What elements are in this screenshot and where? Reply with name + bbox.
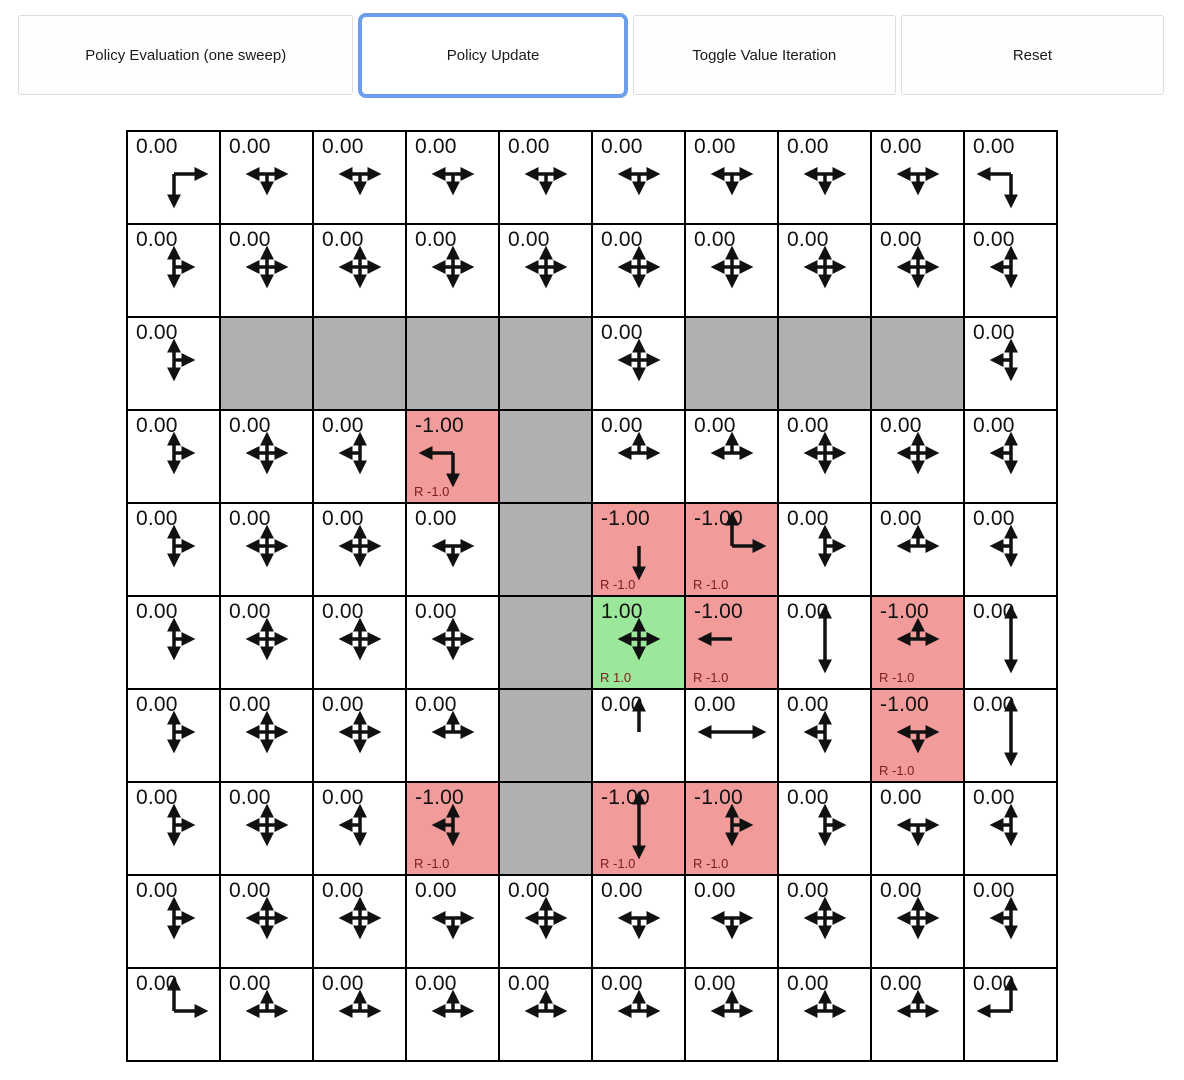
- grid-cell[interactable]: [500, 132, 591, 223]
- cell-value: 0.00: [136, 507, 178, 530]
- cell-value: 0.00: [508, 135, 550, 158]
- policy-arrows-icon: [886, 797, 950, 857]
- cell-value: 0.00: [973, 972, 1015, 995]
- grid-cell-wall[interactable]: [686, 318, 777, 409]
- policy-arrows-icon: [421, 425, 485, 485]
- policy-arrows-icon: [607, 611, 671, 671]
- cell-value: 0.00: [694, 693, 736, 716]
- cell-value: 0.00: [787, 972, 829, 995]
- toolbar: [18, 12, 1164, 98]
- policy-arrows-icon: [421, 518, 485, 578]
- cell-value: 0.00: [322, 972, 364, 995]
- cell-value: 0.00: [508, 228, 550, 251]
- grid-cell-wall[interactable]: [500, 504, 591, 595]
- cell-value: 0.00: [322, 879, 364, 902]
- grid-cell[interactable]: [779, 969, 870, 1060]
- grid-cell[interactable]: [686, 597, 777, 688]
- grid-cell[interactable]: [593, 969, 684, 1060]
- cell-value: 0.00: [415, 135, 457, 158]
- cell-value: 0.00: [136, 414, 178, 437]
- cell-value: -1.00: [694, 786, 743, 809]
- policy-arrows-icon: [607, 239, 671, 299]
- grid-cell[interactable]: [779, 690, 870, 781]
- cell-reward-label: R -1.0: [414, 856, 450, 871]
- grid-cell[interactable]: [779, 225, 870, 316]
- grid-cell[interactable]: [407, 411, 498, 502]
- cell-value: 0.00: [973, 507, 1015, 530]
- cell-reward-label: R -1.0: [879, 763, 915, 778]
- policy-arrows-icon: [514, 983, 578, 1043]
- cell-value: 0.00: [322, 228, 364, 251]
- reset-button[interactable]: Reset: [901, 15, 1164, 95]
- policy-arrows-icon: [328, 518, 392, 578]
- cell-value: 0.00: [415, 600, 457, 623]
- policy-arrows-icon: [886, 425, 950, 485]
- policy-arrows-icon: [142, 704, 206, 764]
- policy-arrows-icon: [886, 518, 950, 578]
- policy-arrows-icon: [979, 146, 1043, 206]
- cell-value: 0.00: [601, 228, 643, 251]
- policy-arrows-icon: [700, 983, 764, 1043]
- grid-cell[interactable]: [872, 411, 963, 502]
- cell-value: 0.00: [973, 321, 1015, 344]
- cell-value: 0.00: [601, 693, 643, 716]
- cell-reward-label: R -1.0: [693, 856, 729, 871]
- cell-value: 0.00: [973, 786, 1015, 809]
- grid-cell[interactable]: [965, 225, 1056, 316]
- grid-cell[interactable]: [965, 132, 1056, 223]
- policy-arrows-icon: [979, 704, 1043, 764]
- grid-cell[interactable]: [593, 318, 684, 409]
- policy-arrows-icon: [607, 518, 671, 578]
- grid-cell[interactable]: [779, 783, 870, 874]
- policy-arrows-icon: [607, 704, 671, 764]
- policy-arrows-icon: [514, 146, 578, 206]
- policy-arrows-icon: [793, 890, 857, 950]
- grid-cell-wall[interactable]: [407, 318, 498, 409]
- cell-value: 0.00: [136, 600, 178, 623]
- policy-arrows-icon: [421, 797, 485, 857]
- grid-cell[interactable]: [965, 783, 1056, 874]
- cell-value: -1.00: [694, 507, 743, 530]
- grid-cell-wall[interactable]: [779, 318, 870, 409]
- grid-cell[interactable]: [593, 876, 684, 967]
- policy-arrows-icon: [235, 983, 299, 1043]
- cell-value: 0.00: [787, 879, 829, 902]
- cell-value: 0.00: [229, 135, 271, 158]
- cell-reward-label: R -1.0: [600, 856, 636, 871]
- cell-value: 0.00: [229, 507, 271, 530]
- policy-arrows-icon: [142, 611, 206, 671]
- grid-cell[interactable]: [965, 597, 1056, 688]
- grid-cell[interactable]: [314, 783, 405, 874]
- cell-value: 0.00: [415, 693, 457, 716]
- policy-arrows-icon: [607, 890, 671, 950]
- policy-arrows-icon: [793, 983, 857, 1043]
- policy-arrows-icon: [235, 797, 299, 857]
- cell-value: 0.00: [973, 228, 1015, 251]
- policy-arrows-icon: [328, 797, 392, 857]
- grid-cell[interactable]: [407, 876, 498, 967]
- grid-cell[interactable]: [128, 597, 219, 688]
- policy-arrows-icon: [328, 425, 392, 485]
- cell-reward-label: R 1.0: [600, 670, 632, 685]
- cell-value: 0.00: [322, 507, 364, 530]
- policy-arrows-icon: [235, 239, 299, 299]
- cell-value: 0.00: [415, 507, 457, 530]
- policy-arrows-icon: [235, 890, 299, 950]
- grid-cell[interactable]: [872, 597, 963, 688]
- grid-cell[interactable]: [686, 783, 777, 874]
- grid-cell[interactable]: [407, 783, 498, 874]
- grid-cell[interactable]: [221, 597, 312, 688]
- policy-arrows-icon: [421, 983, 485, 1043]
- cell-value: 0.00: [508, 879, 550, 902]
- grid-cell[interactable]: [779, 504, 870, 595]
- grid-cell[interactable]: [872, 225, 963, 316]
- cell-value: 0.00: [229, 786, 271, 809]
- cell-value: 0.00: [136, 135, 178, 158]
- policy-arrows-icon: [142, 146, 206, 206]
- grid-cell[interactable]: [965, 318, 1056, 409]
- policy-arrows-icon: [607, 146, 671, 206]
- grid-cell[interactable]: [314, 969, 405, 1060]
- grid-cell[interactable]: [128, 504, 219, 595]
- policy-arrows-icon: [328, 239, 392, 299]
- cell-value: 0.00: [415, 228, 457, 251]
- policy-arrows-icon: [979, 518, 1043, 578]
- policy-arrows-icon: [328, 890, 392, 950]
- cell-reward-label: R -1.0: [600, 577, 636, 592]
- grid-cell[interactable]: [593, 597, 684, 688]
- grid-cell[interactable]: [314, 504, 405, 595]
- policy-arrows-icon: [700, 146, 764, 206]
- cell-value: 0.00: [787, 414, 829, 437]
- policy-arrows-icon: [142, 332, 206, 392]
- policy-arrows-icon: [793, 611, 857, 671]
- grid-cell[interactable]: [221, 783, 312, 874]
- cell-value: 0.00: [973, 600, 1015, 623]
- policy-arrows-icon: [607, 797, 671, 857]
- cell-value: -1.00: [601, 507, 650, 530]
- policy-arrows-icon: [793, 146, 857, 206]
- grid-cell[interactable]: [407, 597, 498, 688]
- grid-cell[interactable]: [686, 132, 777, 223]
- cell-value: 0.00: [508, 972, 550, 995]
- policy-arrows-icon: [421, 611, 485, 671]
- grid-cell[interactable]: [221, 969, 312, 1060]
- grid-cell[interactable]: [221, 504, 312, 595]
- grid-cell[interactable]: [686, 225, 777, 316]
- cell-value: 0.00: [973, 693, 1015, 716]
- policy-arrows-icon: [793, 704, 857, 764]
- policy-arrows-icon: [607, 983, 671, 1043]
- grid-cell[interactable]: [593, 225, 684, 316]
- cell-value: 0.00: [601, 972, 643, 995]
- grid-cell[interactable]: [686, 876, 777, 967]
- cell-value: 0.00: [136, 879, 178, 902]
- grid-cell[interactable]: [593, 690, 684, 781]
- cell-value: 0.00: [787, 693, 829, 716]
- policy-arrows-icon: [793, 518, 857, 578]
- grid-cell[interactable]: [314, 597, 405, 688]
- cell-reward-label: R -1.0: [414, 484, 450, 499]
- cell-value: 0.00: [880, 786, 922, 809]
- cell-value: 0.00: [694, 414, 736, 437]
- policy-arrows-icon: [421, 704, 485, 764]
- cell-value: 0.00: [136, 693, 178, 716]
- policy-arrows-icon: [793, 239, 857, 299]
- cell-value: 0.00: [973, 135, 1015, 158]
- grid-cell[interactable]: [779, 132, 870, 223]
- grid-cell-wall[interactable]: [500, 411, 591, 502]
- grid-cell[interactable]: [407, 504, 498, 595]
- cell-value: 0.00: [136, 786, 178, 809]
- cell-value: -1.00: [880, 600, 929, 623]
- policy-arrows-icon: [979, 611, 1043, 671]
- grid-cell[interactable]: [128, 225, 219, 316]
- policy-evaluation-button[interactable]: Policy Evaluation (one sweep): [18, 15, 353, 95]
- policy-arrows-icon: [235, 518, 299, 578]
- policy-arrows-icon: [235, 704, 299, 764]
- policy-arrows-icon: [700, 797, 764, 857]
- policy-arrows-icon: [328, 704, 392, 764]
- cell-reward-label: R -1.0: [879, 670, 915, 685]
- grid-cell[interactable]: [128, 969, 219, 1060]
- toggle-value-iteration-button[interactable]: Toggle Value Iteration: [633, 15, 896, 95]
- grid-cell-wall[interactable]: [500, 318, 591, 409]
- cell-value: 0.00: [136, 321, 178, 344]
- policy-arrows-icon: [142, 518, 206, 578]
- grid-cell-wall[interactable]: [872, 318, 963, 409]
- grid-cell[interactable]: [593, 132, 684, 223]
- grid-cell[interactable]: [314, 132, 405, 223]
- grid-cell[interactable]: [779, 597, 870, 688]
- policy-arrows-icon: [979, 890, 1043, 950]
- cell-value: -1.00: [694, 600, 743, 623]
- cell-value: 0.00: [787, 507, 829, 530]
- grid-cell-wall[interactable]: [314, 318, 405, 409]
- grid-cell[interactable]: [686, 969, 777, 1060]
- cell-value: 0.00: [229, 414, 271, 437]
- cell-value: 0.00: [136, 972, 178, 995]
- grid-cell[interactable]: [128, 318, 219, 409]
- cell-value: 0.00: [880, 228, 922, 251]
- cell-value: 0.00: [601, 879, 643, 902]
- cell-value: 0.00: [136, 228, 178, 251]
- grid-cell-wall[interactable]: [221, 318, 312, 409]
- policy-arrows-icon: [607, 332, 671, 392]
- grid-cell[interactable]: [872, 504, 963, 595]
- cell-value: 0.00: [322, 135, 364, 158]
- policy-arrows-icon: [700, 425, 764, 485]
- cell-value: 0.00: [601, 135, 643, 158]
- cell-value: 0.00: [415, 972, 457, 995]
- grid-cell[interactable]: [314, 411, 405, 502]
- policy-arrows-icon: [142, 425, 206, 485]
- grid-cell[interactable]: [221, 876, 312, 967]
- grid-cell[interactable]: [500, 225, 591, 316]
- policy-arrows-icon: [235, 425, 299, 485]
- grid-cell[interactable]: [593, 504, 684, 595]
- policy-arrows-icon: [979, 332, 1043, 392]
- policy-arrows-icon: [886, 704, 950, 764]
- cell-reward-label: R -1.0: [693, 670, 729, 685]
- policy-arrows-icon: [700, 611, 764, 671]
- grid-cell[interactable]: [221, 132, 312, 223]
- cell-value: 1.00: [601, 600, 643, 623]
- policy-arrows-icon: [979, 983, 1043, 1043]
- grid-cell[interactable]: [779, 876, 870, 967]
- cell-value: 0.00: [880, 414, 922, 437]
- policy-arrows-icon: [979, 797, 1043, 857]
- cell-value: -1.00: [880, 693, 929, 716]
- grid-cell[interactable]: [593, 411, 684, 502]
- policy-arrows-icon: [793, 425, 857, 485]
- policy-arrows-icon: [328, 983, 392, 1043]
- cell-value: 0.00: [601, 321, 643, 344]
- policy-arrows-icon: [142, 797, 206, 857]
- grid-cell[interactable]: [686, 504, 777, 595]
- cell-value: 0.00: [787, 228, 829, 251]
- cell-value: 0.00: [322, 693, 364, 716]
- cell-value: 0.00: [229, 972, 271, 995]
- grid-cell[interactable]: [965, 690, 1056, 781]
- cell-value: 0.00: [694, 972, 736, 995]
- grid-cell[interactable]: [407, 225, 498, 316]
- policy-arrows-icon: [793, 797, 857, 857]
- grid-cell[interactable]: [500, 876, 591, 967]
- grid-cell-wall[interactable]: [500, 690, 591, 781]
- cell-value: 0.00: [229, 693, 271, 716]
- cell-value: 0.00: [973, 414, 1015, 437]
- grid-cell[interactable]: [965, 504, 1056, 595]
- cell-value: 0.00: [880, 135, 922, 158]
- grid-cell[interactable]: [779, 411, 870, 502]
- policy-arrows-icon: [514, 239, 578, 299]
- gridworld-grid: [126, 130, 1058, 1062]
- grid-cell[interactable]: [965, 411, 1056, 502]
- policy-arrows-icon: [328, 146, 392, 206]
- policy-arrows-icon: [421, 239, 485, 299]
- cell-value: 0.00: [880, 972, 922, 995]
- cell-value: 0.00: [229, 600, 271, 623]
- cell-value: 0.00: [322, 414, 364, 437]
- policy-arrows-icon: [886, 890, 950, 950]
- grid-cell[interactable]: [500, 969, 591, 1060]
- grid-cell[interactable]: [128, 876, 219, 967]
- grid-cell[interactable]: [314, 876, 405, 967]
- grid-cell[interactable]: [872, 132, 963, 223]
- cell-value: 0.00: [880, 879, 922, 902]
- policy-arrows-icon: [142, 983, 206, 1043]
- grid-cell[interactable]: [872, 876, 963, 967]
- grid-cell[interactable]: [872, 969, 963, 1060]
- cell-value: -1.00: [415, 786, 464, 809]
- cell-value: 0.00: [415, 879, 457, 902]
- grid-cell[interactable]: [407, 132, 498, 223]
- grid-cell[interactable]: [128, 783, 219, 874]
- cell-value: 0.00: [694, 228, 736, 251]
- policy-arrows-icon: [979, 239, 1043, 299]
- cell-value: 0.00: [973, 879, 1015, 902]
- grid-cell[interactable]: [128, 411, 219, 502]
- policy-arrows-icon: [886, 239, 950, 299]
- cell-value: 0.00: [601, 414, 643, 437]
- policy-arrows-icon: [700, 239, 764, 299]
- cell-value: 0.00: [694, 135, 736, 158]
- grid-cell[interactable]: [872, 690, 963, 781]
- grid-cell[interactable]: [128, 690, 219, 781]
- policy-arrows-icon: [421, 146, 485, 206]
- cell-value: 0.00: [229, 228, 271, 251]
- cell-value: 0.00: [322, 786, 364, 809]
- cell-value: 0.00: [880, 507, 922, 530]
- cell-value: 0.00: [787, 786, 829, 809]
- grid-cell[interactable]: [221, 225, 312, 316]
- policy-arrows-icon: [886, 611, 950, 671]
- grid-cell[interactable]: [128, 132, 219, 223]
- cell-value: 0.00: [229, 879, 271, 902]
- grid-cell[interactable]: [221, 690, 312, 781]
- policy-arrows-icon: [328, 611, 392, 671]
- grid-cell-wall[interactable]: [500, 783, 591, 874]
- policy-arrows-icon: [142, 239, 206, 299]
- policy-arrows-icon: [514, 890, 578, 950]
- cell-value: 0.00: [694, 879, 736, 902]
- grid-cell[interactable]: [407, 690, 498, 781]
- policy-arrows-icon: [886, 983, 950, 1043]
- grid-cell[interactable]: [593, 783, 684, 874]
- policy-arrows-icon: [235, 146, 299, 206]
- policy-arrows-icon: [421, 890, 485, 950]
- cell-reward-label: R -1.0: [693, 577, 729, 592]
- cell-value: 0.00: [787, 135, 829, 158]
- policy-arrows-icon: [979, 425, 1043, 485]
- grid-cell[interactable]: [686, 411, 777, 502]
- policy-arrows-icon: [886, 146, 950, 206]
- policy-arrows-icon: [235, 611, 299, 671]
- grid-cell[interactable]: [686, 690, 777, 781]
- grid-cell[interactable]: [221, 411, 312, 502]
- policy-arrows-icon: [700, 704, 764, 764]
- policy-update-button[interactable]: Policy Update: [358, 13, 627, 98]
- policy-arrows-icon: [700, 518, 764, 578]
- grid-cell[interactable]: [965, 969, 1056, 1060]
- cell-value: -1.00: [415, 414, 464, 437]
- policy-arrows-icon: [700, 890, 764, 950]
- grid-cell[interactable]: [407, 969, 498, 1060]
- policy-arrows-icon: [607, 425, 671, 485]
- grid-cell-wall[interactable]: [500, 597, 591, 688]
- grid-cell[interactable]: [314, 690, 405, 781]
- policy-arrows-icon: [142, 890, 206, 950]
- grid-cell[interactable]: [872, 783, 963, 874]
- grid-cell[interactable]: [965, 876, 1056, 967]
- grid-cell[interactable]: [314, 225, 405, 316]
- cell-value: 0.00: [787, 600, 829, 623]
- cell-value: 0.00: [322, 600, 364, 623]
- cell-value: -1.00: [601, 786, 650, 809]
